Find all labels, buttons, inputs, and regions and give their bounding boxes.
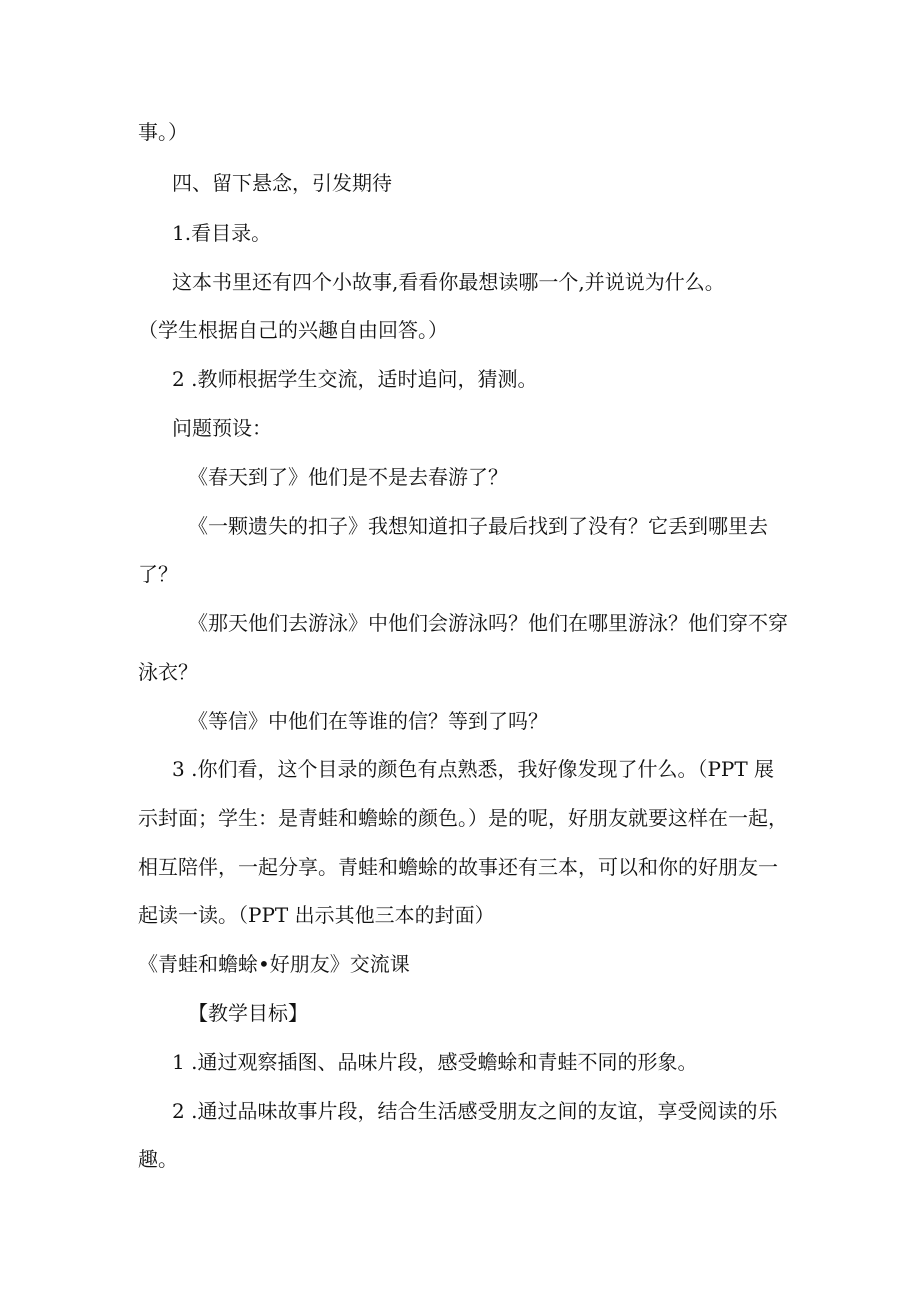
paragraph-line: 示封面；学生：是青蛙和蟾蜍的颜色。）是的呢，好朋友就要这样在一起，: [138, 806, 788, 830]
paragraph-line: （学生根据自己的兴趣自由回答。）: [138, 318, 448, 342]
question-item: 《一颗遗失的扣子》我想知道扣子最后找到了没有？它丢到哪里去: [188, 514, 768, 538]
question-item: 《那天他们去游泳》中他们会游泳吗？他们在哪里游泳？他们穿不穿: [188, 611, 788, 635]
objective-1: 1 .通过观察插图、品味片段，感受蟾蜍和青蛙不同的形象。: [172, 1050, 698, 1074]
question-item-continuation: 了？: [138, 562, 178, 586]
paragraph-line: 这本书里还有四个小故事,看看你最想读哪一个,并说说为什么。: [172, 270, 725, 294]
paragraph-line: 相互陪伴，一起分享。青蛙和蟾蜍的故事还有三本，可以和你的好朋友一: [138, 855, 778, 879]
paragraph-line: 起读一读。（PPT 出示其他三本的封面）: [138, 903, 495, 927]
question-item: 《春天到了》他们是不是去春游了？: [188, 465, 508, 489]
question-item: 《等信》中他们在等谁的信？等到了吗？: [188, 709, 548, 733]
objective-2: 2 .通过品味故事片段，结合生活感受朋友之间的友谊，享受阅读的乐: [172, 1099, 778, 1123]
step-2: 2 .教师根据学生交流，适时追问，猜测。: [172, 367, 538, 391]
question-item-continuation: 泳衣？: [138, 660, 198, 684]
question-preset-label: 问题预设：: [172, 416, 272, 440]
objective-2-continuation: 趣。: [138, 1147, 178, 1171]
step-1: 1.看目录。: [172, 221, 272, 245]
lesson-title: 《青蛙和蟾蜍•好朋友》交流课: [138, 952, 410, 976]
step-3: 3 .你们看，这个目录的颜色有点熟悉，我好像发现了什么。（PPT 展: [172, 757, 775, 781]
section-heading-4: 四、留下悬念，引发期待: [172, 171, 392, 195]
text-line-continuation: 事。）: [138, 120, 188, 144]
teaching-objectives-heading: 【教学目标】: [188, 1001, 308, 1025]
